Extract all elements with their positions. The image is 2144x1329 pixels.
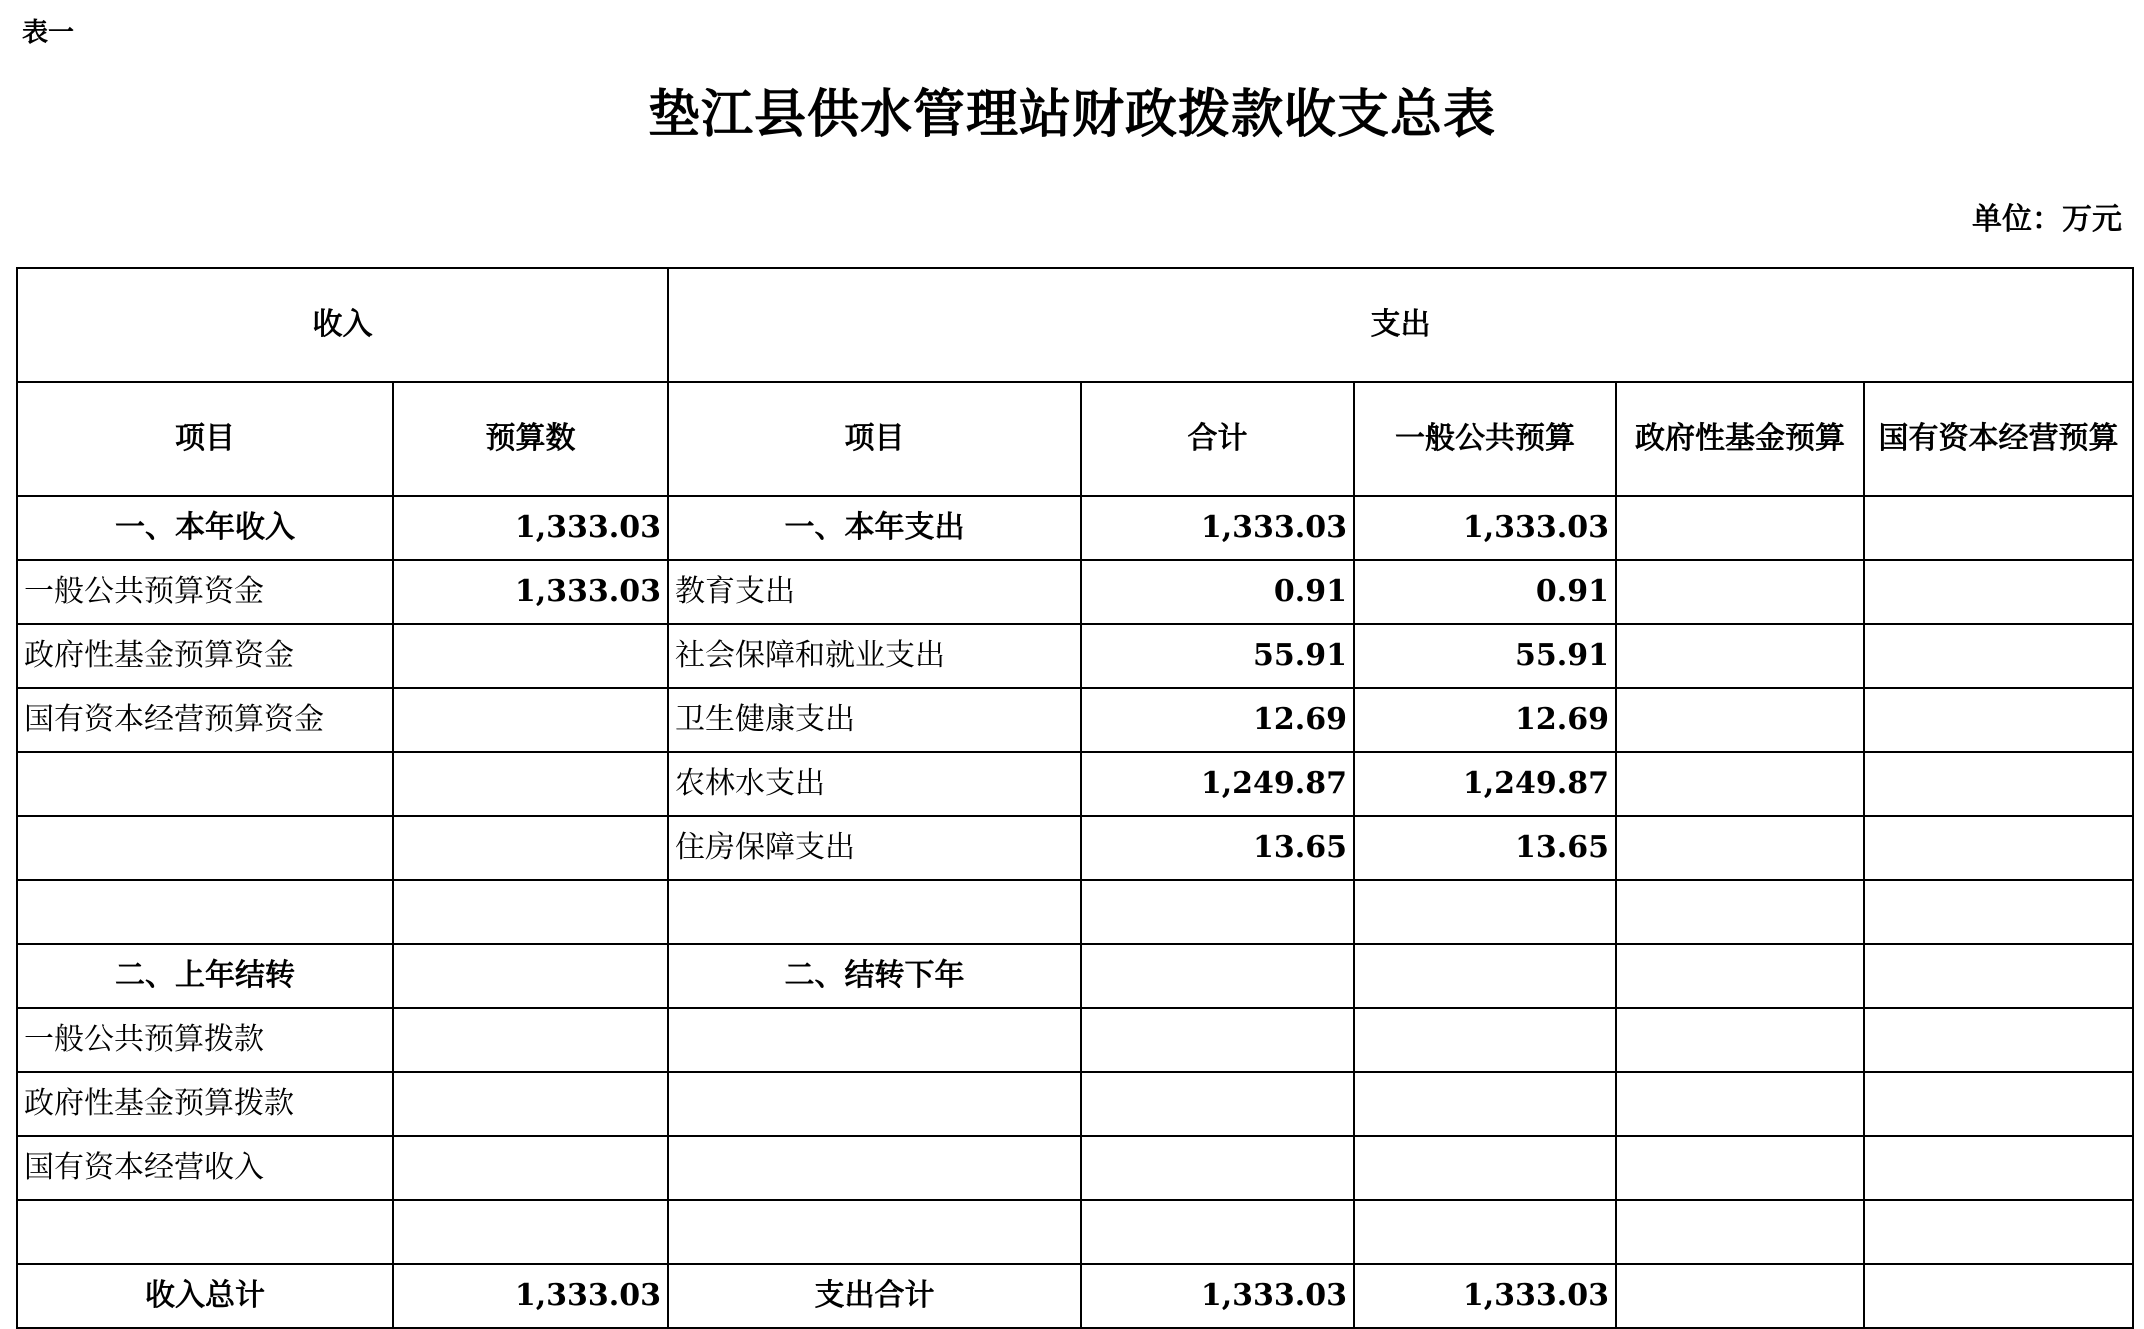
income-budget-cell [393,1072,668,1136]
expense-state-capital-cell [1864,1072,2133,1136]
expense-general-budget-cell [1354,1008,1616,1072]
income-section-header: 收入 [17,268,668,382]
expense-state-capital-cell [1864,1008,2133,1072]
expense-general-budget-cell: 1,333.03 [1354,496,1616,560]
income-budget-cell [393,688,668,752]
expense-general-budget-cell [1354,880,1616,944]
table-row [17,816,2133,880]
expense-item-cell [668,1008,1081,1072]
expense-gov-fund-cell [1616,1008,1864,1072]
expense-general-budget-cell: 12.69 [1354,688,1616,752]
expense-state-capital-cell [1864,752,2133,816]
expense-total-cell: 1,249.87 [1081,752,1354,816]
expense-general-budget-cell: 1,249.87 [1354,752,1616,816]
expense-total-cell: 1,333.03 [1081,496,1354,560]
expense-state-capital-header: 国有资本经营预算 [1864,382,2133,496]
expense-total-cell [1081,1200,1354,1264]
expense-general-budget-cell: 13.65 [1354,816,1616,880]
expense-gov-fund-cell [1616,752,1864,816]
income-budget-cell [393,816,668,880]
expense-total-cell [1081,1072,1354,1136]
income-budget-cell [393,1008,668,1072]
income-item-cell [17,816,393,880]
header-row-columns [17,382,2133,496]
expense-item-cell: 一、本年支出 [668,496,1081,560]
income-item-cell: 国有资本经营预算资金 [17,688,393,752]
table-number-label: 表一 [22,18,75,48]
expense-total-cell [1081,880,1354,944]
income-item-header: 项目 [17,382,393,496]
table-row [17,624,2133,688]
income-item-cell: 收入总计 [17,1264,393,1328]
expense-total-cell [1081,944,1354,1008]
table-row [17,1200,2133,1264]
income-item-cell [17,752,393,816]
expense-state-capital-cell [1864,880,2133,944]
table-row [17,1136,2133,1200]
table-row [17,1008,2133,1072]
income-budget-cell: 1,333.03 [393,496,668,560]
expense-item-cell: 教育支出 [668,560,1081,624]
income-item-cell: 一般公共预算拨款 [17,1008,393,1072]
table-body [17,496,2133,1328]
table-row [17,944,2133,1008]
income-budget-cell [393,944,668,1008]
income-item-cell [17,1200,393,1264]
expense-gov-fund-cell [1616,1136,1864,1200]
income-budget-cell [393,752,668,816]
expense-item-cell: 住房保障支出 [668,816,1081,880]
table-row [17,496,2133,560]
expense-gov-fund-cell [1616,560,1864,624]
expense-gov-fund-header: 政府性基金预算 [1616,382,1864,496]
expense-total-cell [1081,1136,1354,1200]
table-row [17,560,2133,624]
expense-gov-fund-cell [1616,944,1864,1008]
expense-general-budget-cell [1354,1072,1616,1136]
income-item-cell [17,880,393,944]
expense-item-cell [668,1200,1081,1264]
expense-total-header: 合计 [1081,382,1354,496]
income-item-cell: 一、本年收入 [17,496,393,560]
expense-state-capital-cell [1864,816,2133,880]
expense-total-cell: 55.91 [1081,624,1354,688]
expense-general-budget-cell [1354,1136,1616,1200]
budget-summary-table [16,267,2134,1329]
table-row [17,752,2133,816]
expense-section-header: 支出 [668,268,2133,382]
income-item-cell: 一般公共预算资金 [17,560,393,624]
expense-state-capital-cell [1864,496,2133,560]
expense-item-cell: 社会保障和就业支出 [668,624,1081,688]
income-budget-cell: 1,333.03 [393,560,668,624]
expense-total-cell [1081,1008,1354,1072]
table-row [17,688,2133,752]
income-budget-cell: 1,333.03 [393,1264,668,1328]
expense-gov-fund-cell [1616,688,1864,752]
income-budget-cell [393,1136,668,1200]
expense-state-capital-cell [1864,944,2133,1008]
expense-state-capital-cell [1864,1136,2133,1200]
expense-item-cell: 农林水支出 [668,752,1081,816]
income-item-cell: 国有资本经营收入 [17,1136,393,1200]
document-title: 垫江县供水管理站财政拨款收支总表 [647,84,1496,145]
expense-state-capital-cell [1864,624,2133,688]
expense-state-capital-cell [1864,1264,2133,1328]
table-row [17,1072,2133,1136]
income-budget-cell [393,624,668,688]
unit-label: 单位：万元 [1972,202,2122,237]
table-row [17,880,2133,944]
expense-general-budget-cell: 55.91 [1354,624,1616,688]
expense-general-budget-cell: 0.91 [1354,560,1616,624]
expense-total-cell: 13.65 [1081,816,1354,880]
expense-item-cell [668,1136,1081,1200]
expense-item-header: 项目 [668,382,1081,496]
income-budget-cell [393,1200,668,1264]
expense-gov-fund-cell [1616,496,1864,560]
expense-gov-fund-cell [1616,1264,1864,1328]
expense-item-cell: 支出合计 [668,1264,1081,1328]
expense-state-capital-cell [1864,1200,2133,1264]
expense-gov-fund-cell [1616,1200,1864,1264]
expense-general-budget-cell [1354,1200,1616,1264]
expense-total-cell: 12.69 [1081,688,1354,752]
expense-general-budget-cell: 1,333.03 [1354,1264,1616,1328]
expense-gov-fund-cell [1616,624,1864,688]
expense-item-cell [668,1072,1081,1136]
income-budget-cell [393,880,668,944]
table-row [17,1264,2133,1328]
header-row-sections [17,268,2133,382]
income-item-cell: 政府性基金预算资金 [17,624,393,688]
expense-item-cell: 二、结转下年 [668,944,1081,1008]
expense-state-capital-cell [1864,688,2133,752]
income-budget-header: 预算数 [393,382,668,496]
expense-state-capital-cell [1864,560,2133,624]
expense-gov-fund-cell [1616,1072,1864,1136]
expense-total-cell: 1,333.03 [1081,1264,1354,1328]
expense-total-cell: 0.91 [1081,560,1354,624]
expense-general-budget-cell [1354,944,1616,1008]
expense-item-cell: 卫生健康支出 [668,688,1081,752]
expense-gov-fund-cell [1616,816,1864,880]
expense-item-cell [668,880,1081,944]
expense-general-budget-header: 一般公共预算 [1354,382,1616,496]
income-item-cell: 二、上年结转 [17,944,393,1008]
income-item-cell: 政府性基金预算拨款 [17,1072,393,1136]
expense-gov-fund-cell [1616,880,1864,944]
